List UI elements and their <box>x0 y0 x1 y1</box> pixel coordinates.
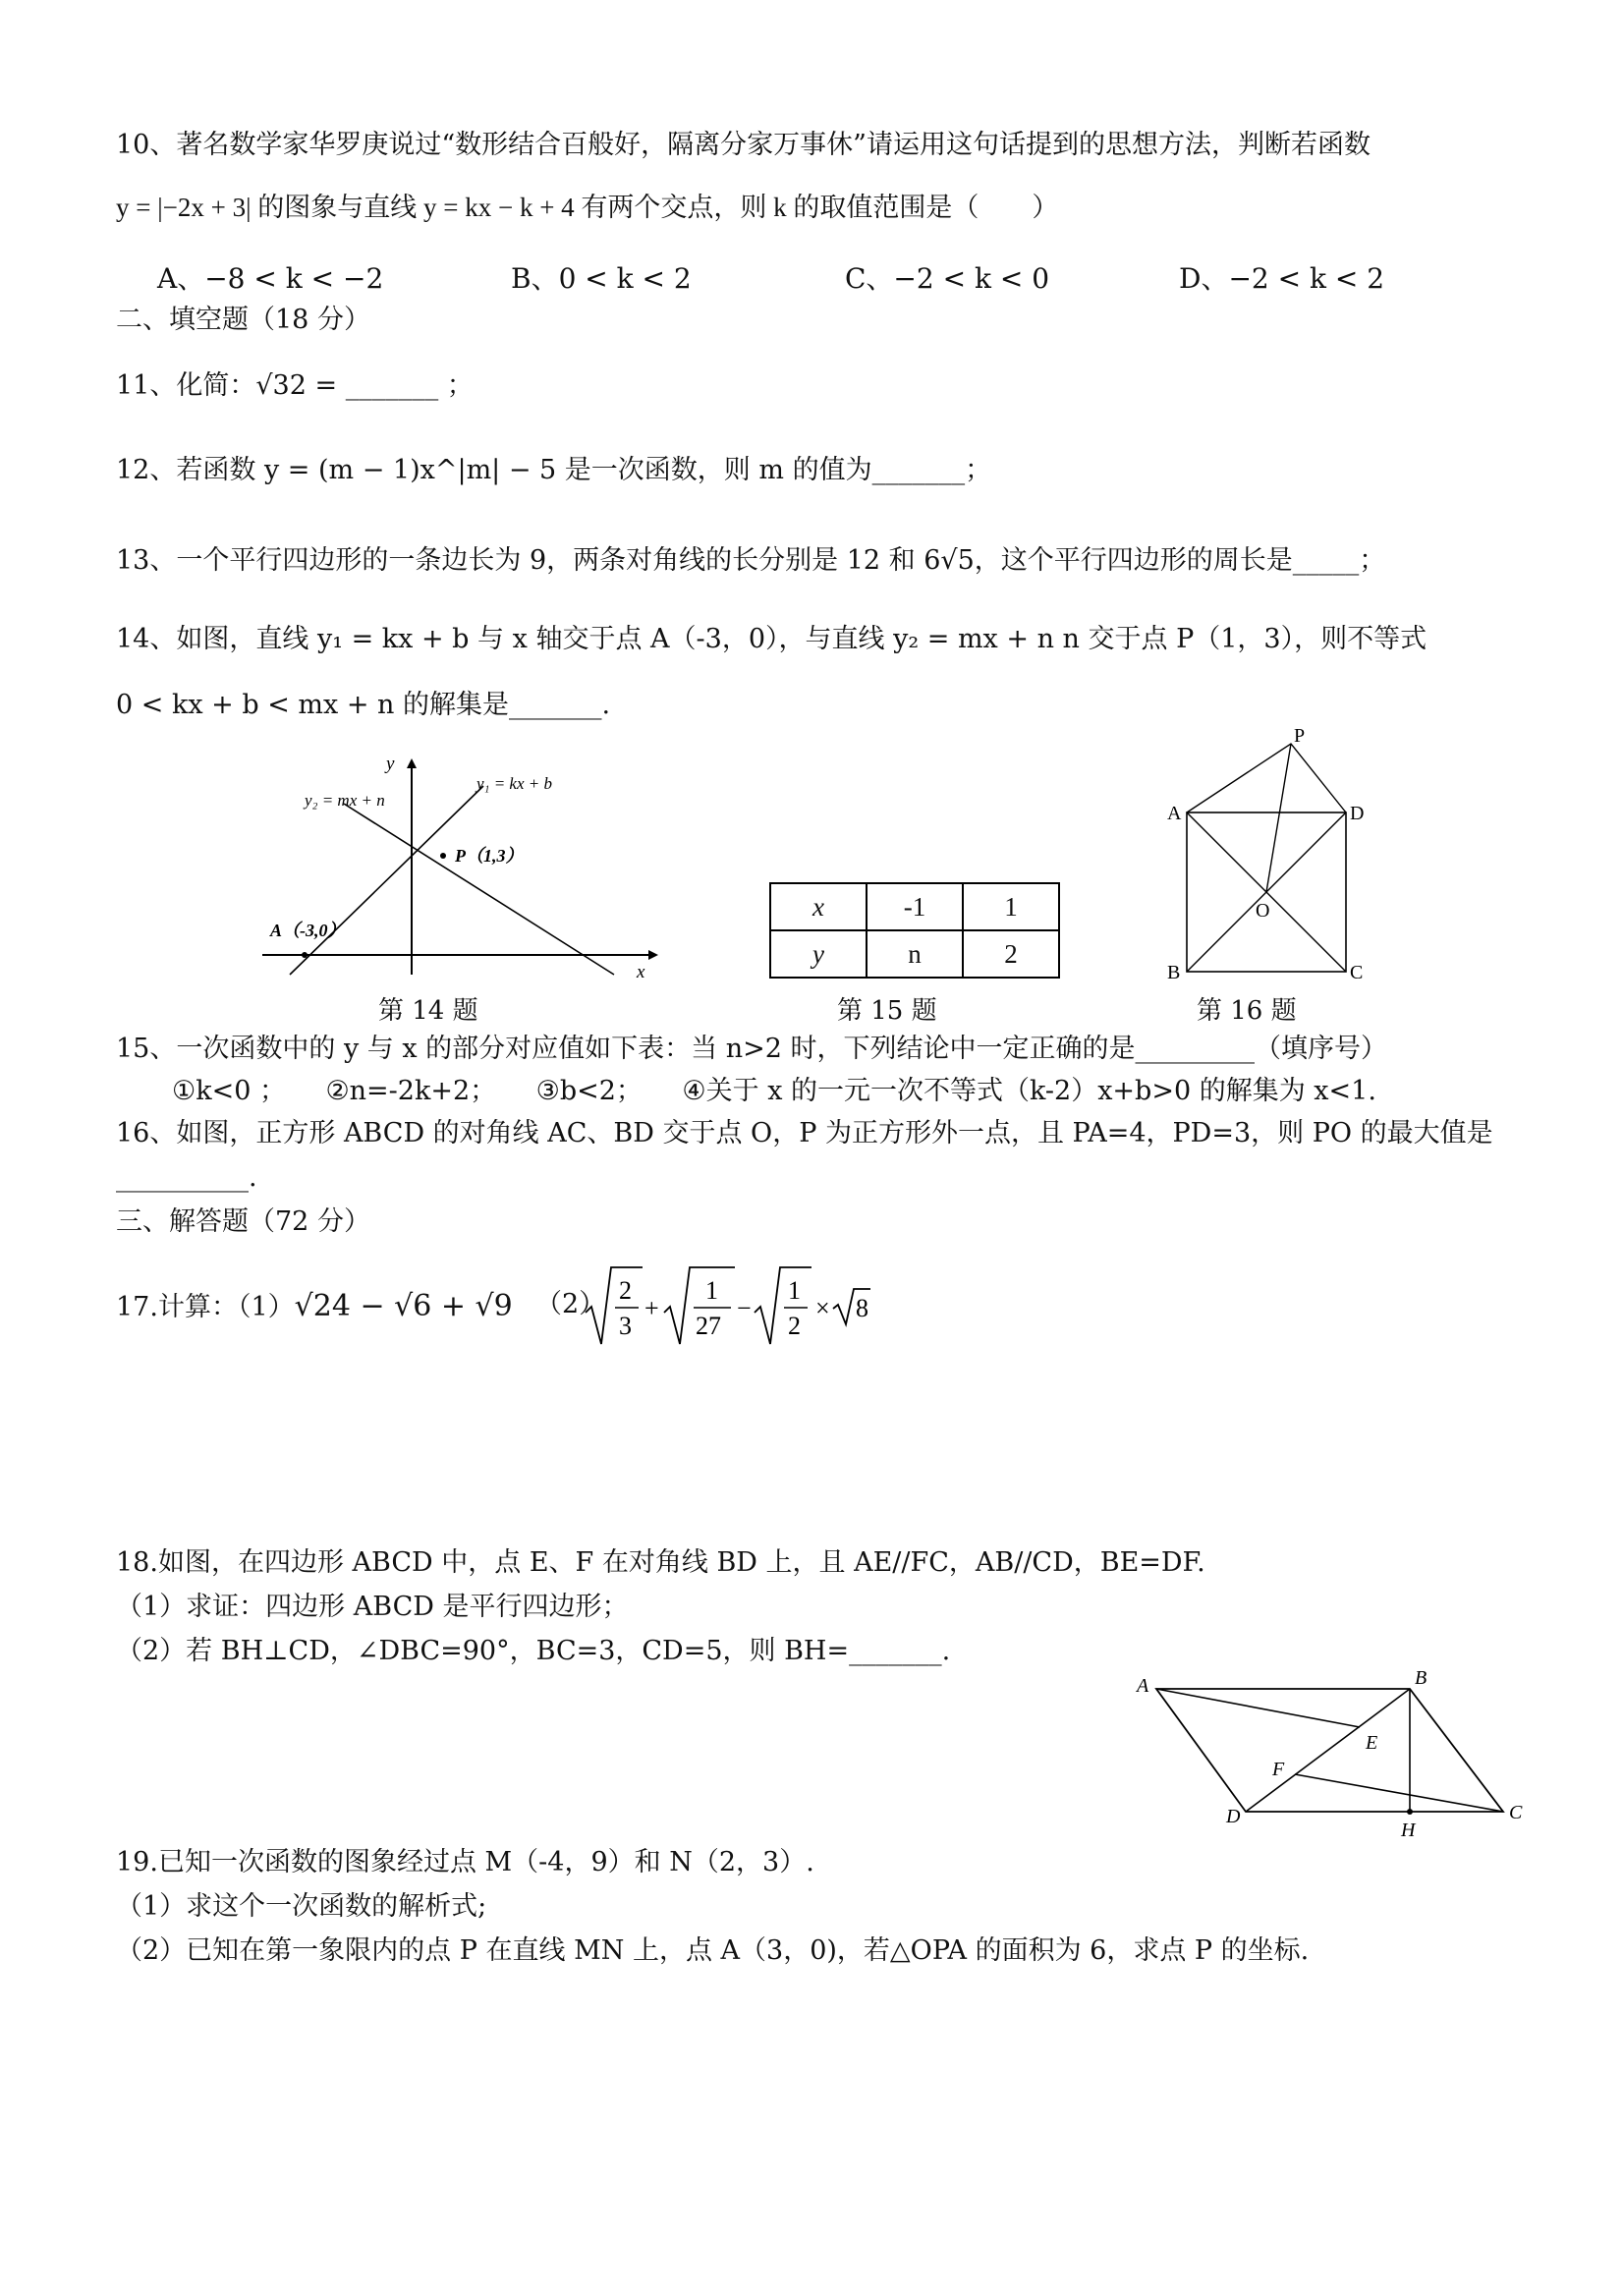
figure-14 <box>251 747 663 982</box>
figure-18 <box>1130 1665 1542 1842</box>
svg-text:−: − <box>737 1294 752 1322</box>
table-cell: x <box>770 883 867 930</box>
q17-frac2-num: 1 <box>705 1276 718 1305</box>
q15-line1: 15、一次函数中的 y 与 x 的部分对应值如下表：当 n>2 时，下列结论中一定正确的是_________（填序号） <box>116 1034 1388 1064</box>
q17-sqrt8: 8 <box>856 1294 868 1322</box>
q10-line1: 10、著名数学家华罗庚说过“数形结合百般好，隔离分家万事休”请运用这句话提到的思想方法，判断若函数 <box>116 130 1371 160</box>
line-y1 <box>290 786 483 975</box>
segment-fc <box>1295 1774 1503 1812</box>
table-row <box>770 883 1059 930</box>
triangle-pad <box>1187 744 1346 812</box>
q17-frac2-den: 27 <box>696 1312 721 1340</box>
fig18-label-b: B <box>1415 1667 1427 1689</box>
q19-line1: 19.已知一次函数的图象经过点 M（-4，9）和 N（2，3）. <box>116 1847 814 1877</box>
fig14-y2-label: y₂ = mx + n <box>305 791 385 810</box>
fig14-p-label: P（1,3） <box>455 846 524 866</box>
fig18-label-a: A <box>1137 1675 1149 1697</box>
fig16-caption: 第 16 题 <box>1197 996 1297 1026</box>
fig18-label-f: F <box>1272 1759 1285 1780</box>
segment-ae <box>1156 1689 1360 1727</box>
q14-line1: 14、如图，直线 y₁ = kx + b 与 x 轴交于点 A（-3，0），与直线 y₂ = mx + n n 交于点 P（1，3），则不等式 <box>116 624 1427 654</box>
parallelogram-abcd <box>1156 1689 1503 1812</box>
table-cell: 1 <box>963 883 1059 930</box>
fig15-table <box>769 882 1060 979</box>
section-3-heading: 三、解答题（72 分） <box>116 1206 370 1237</box>
q18-line1: 18.如图，在四边形 ABCD 中，点 E、F 在对角线 BD 上，且 AE//FC，AB//CD，BE=DF. <box>116 1547 1205 1578</box>
q17-part1: √24 − √6 + √9 <box>294 1289 513 1323</box>
q17-prefix: 17.计算：（1） <box>116 1292 295 1322</box>
fig15-caption: 第 15 题 <box>837 996 937 1026</box>
table-cell: -1 <box>867 883 963 930</box>
q17-frac3-den: 2 <box>788 1312 801 1340</box>
fig18-label-c: C <box>1509 1802 1523 1823</box>
q10-option-b: B、0 < k < 2 <box>511 262 692 295</box>
q10-option-d: D、−2 < k < 2 <box>1179 262 1385 295</box>
section-2-heading: 二、填空题（18 分） <box>116 305 370 335</box>
fig14-y1-label: y₁ = kx + b <box>476 774 552 793</box>
x-axis-arrow-icon <box>648 950 658 960</box>
segment-po <box>1266 744 1291 892</box>
figure-15 <box>769 882 1060 979</box>
q13: 13、一个平行四边形的一条边长为 9，两条对角线的长分别是 12 和 6√5，这个平行四边形的周长是_____； <box>116 545 1386 576</box>
fig16-label-c: C <box>1350 962 1364 983</box>
q19-line2: （1）求这个一次函数的解析式; <box>116 1891 487 1922</box>
q17-part2-label: （2） <box>535 1289 606 1319</box>
q16-line1: 16、如图，正方形 ABCD 的对角线 AC、BD 交于点 O，P 为正方形外一点，且 PA=4，PD=3，则 PO 的最大值是 <box>116 1118 1493 1148</box>
fig14-x-label: x <box>637 962 645 982</box>
q15-line2: ①k<0 ； ②n=-2k+2； ③b<2； ④关于 x 的一元一次不等式（k-2）x+b>0 的解集为 x<1. <box>172 1076 1376 1106</box>
q17 <box>116 1289 513 1324</box>
table-cell: y <box>770 930 867 978</box>
fig14-caption: 第 14 题 <box>378 996 478 1026</box>
y-axis-arrow-icon <box>407 758 417 768</box>
fig16-label-o: O <box>1256 900 1270 922</box>
point-a <box>302 952 308 958</box>
q14-line2: 0 < kx + b < mx + n 的解集是_______. <box>116 690 611 720</box>
fig14-y-label: y <box>386 754 395 774</box>
fig18-label-e: E <box>1366 1732 1378 1754</box>
q10-line2: y = |−2x + 3| 的图象与直线 y = kx − k + 4 有两个交点，则 k 的取值范围是（ ） <box>116 193 1059 222</box>
line-y2 <box>344 804 614 975</box>
point-p <box>440 853 446 859</box>
svg-text:×: × <box>815 1294 830 1322</box>
svg-text:+: + <box>644 1294 659 1322</box>
fig16-label-d: D <box>1350 803 1365 824</box>
fig18-label-d: D <box>1226 1806 1241 1827</box>
q17-frac1-den: 3 <box>619 1312 632 1340</box>
table-row <box>770 930 1059 978</box>
q17-frac1-num: 2 <box>619 1276 632 1305</box>
table-cell: 2 <box>963 930 1059 978</box>
q10-option-c: C、−2 < k < 0 <box>845 262 1050 295</box>
fig16-label-p: P <box>1294 727 1306 747</box>
q16-line2: __________. <box>116 1162 257 1193</box>
fig16-label-b: B <box>1167 962 1181 983</box>
q17-part2-expression <box>580 1256 874 1354</box>
q10-option-a: A、−8 < k < −2 <box>157 262 384 295</box>
fig16-label-a: A <box>1167 803 1182 824</box>
q18-line3: （2）若 BH⊥CD，∠DBC=90°，BC=3，CD=5，则 BH=_______. <box>116 1636 951 1666</box>
figure-16 <box>1159 727 1385 987</box>
diagonal-bd <box>1246 1689 1410 1812</box>
fig14-a-label: A（-3,0） <box>270 921 346 940</box>
q17-frac3-num: 1 <box>788 1276 801 1305</box>
table-cell: n <box>867 930 963 978</box>
point-h <box>1407 1809 1413 1815</box>
fig18-label-h: H <box>1401 1820 1416 1841</box>
q11: 11、化简：√32 = _______ ； <box>116 370 474 401</box>
q18-line2: （1）求证：四边形 ABCD 是平行四边形； <box>116 1592 629 1622</box>
q19-line3: （2）已知在第一象限内的点 P 在直线 MN 上，点 A（3，0)，若△OPA 的面积为 6，求点 P 的坐标. <box>116 1935 1310 1966</box>
q12: 12、若函数 y = (m − 1)x^|m| − 5 是一次函数，则 m 的值为_______； <box>116 455 992 485</box>
